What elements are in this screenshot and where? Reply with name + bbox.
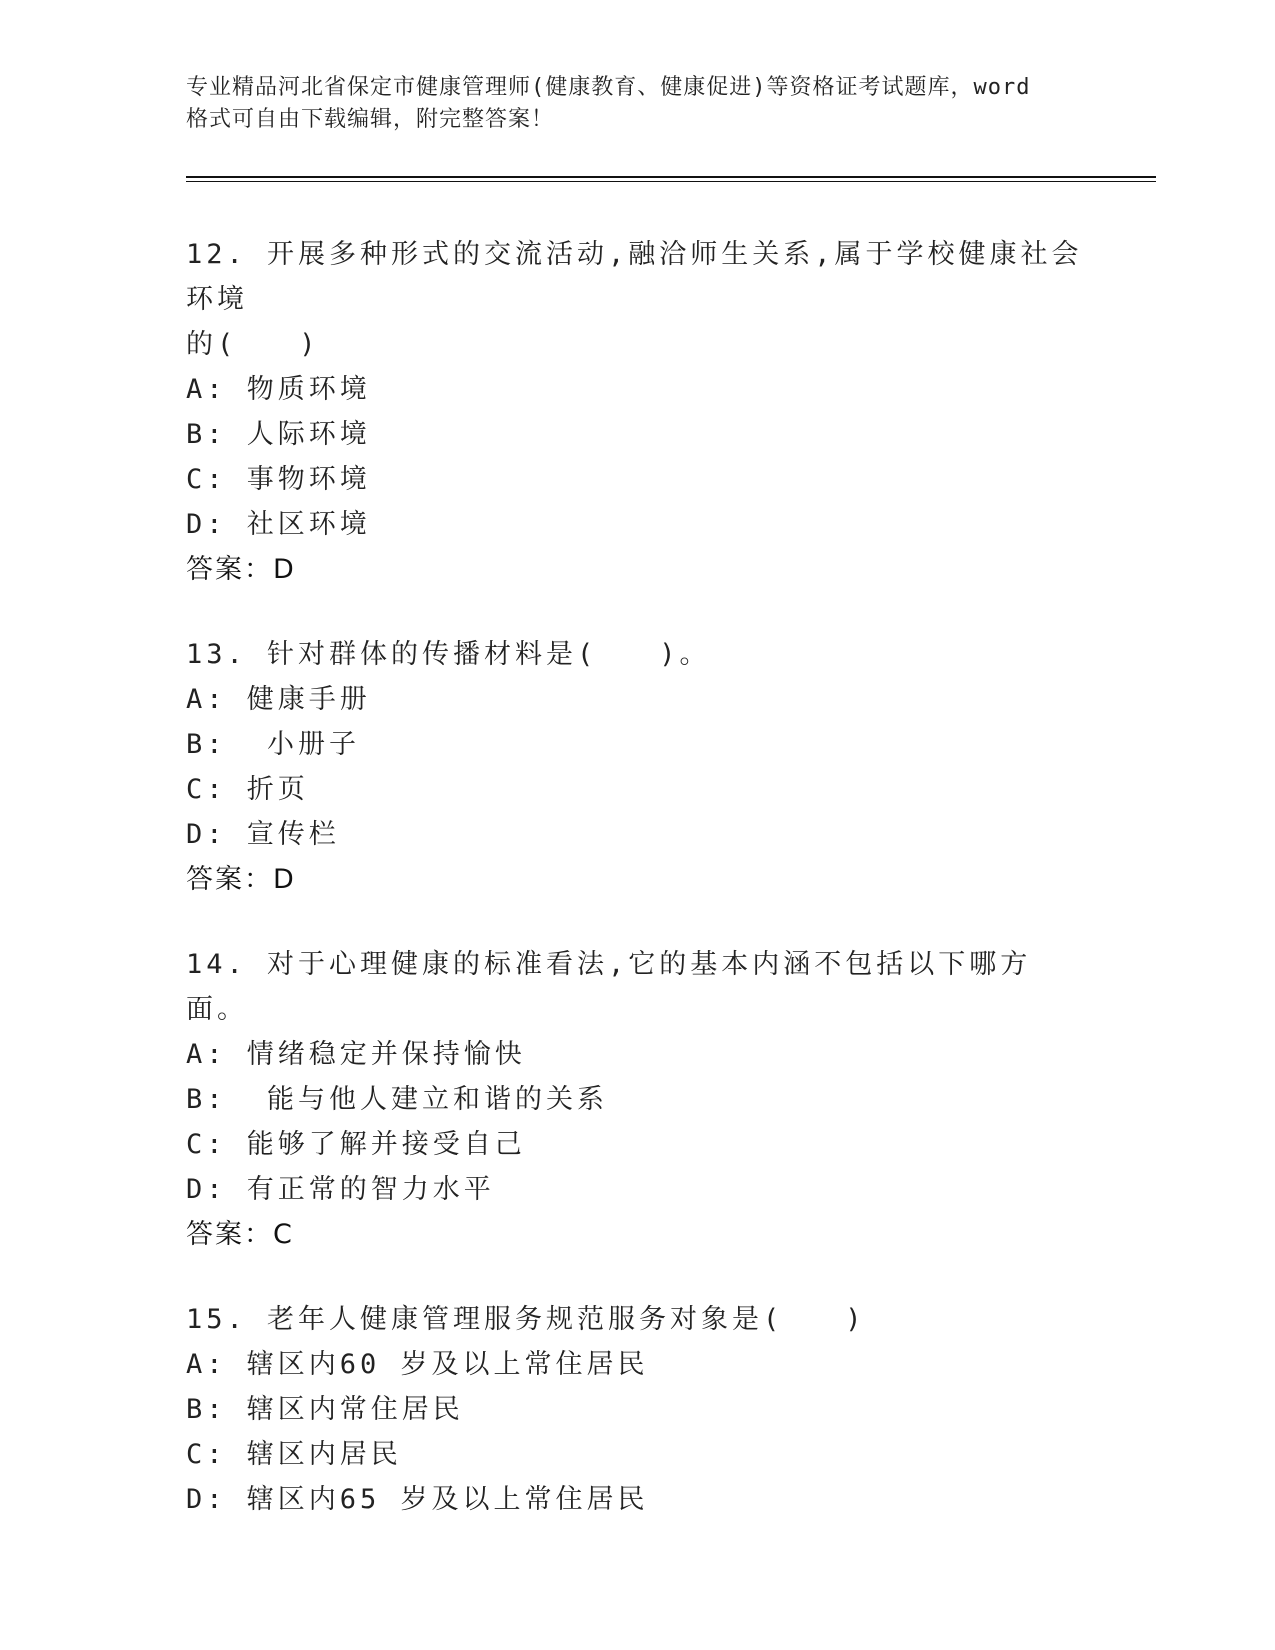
question-14	[186, 942, 1086, 1257]
option-c: C: 事物环境	[186, 464, 371, 495]
question-stem: 14. 对于心理健康的标准看法,它的基本内涵不包括以下哪方面。	[186, 949, 1032, 1025]
question-stem-continued: 的( )	[186, 329, 320, 360]
option-b: B: 小册子	[186, 729, 361, 760]
option-b: B: 能与他人建立和谐的关系	[186, 1084, 609, 1115]
header-divider	[186, 176, 1156, 182]
option-b: B: 人际环境	[186, 419, 371, 450]
option-c: C: 能够了解并接受自己	[186, 1129, 526, 1160]
option-d: D: 有正常的智力水平	[186, 1174, 495, 1205]
answer-line: 答案：D	[186, 554, 296, 585]
question-13	[186, 632, 1086, 902]
header-line-2: 格式可自由下载编辑，附完整答案！	[186, 107, 555, 132]
document-header	[186, 72, 1086, 136]
answer-line: 答案：C	[186, 1219, 294, 1250]
option-d: D: 辖区内65 岁及以上常住居民	[186, 1484, 649, 1515]
option-d: D: 社区环境	[186, 509, 371, 540]
question-12	[186, 232, 1086, 592]
option-a: A: 健康手册	[186, 684, 371, 715]
answer-line: 答案：D	[186, 864, 296, 895]
question-stem: 13. 针对群体的传播材料是( )。	[186, 639, 711, 670]
option-a: A: 情绪稳定并保持愉快	[186, 1039, 526, 1070]
header-line-1: 专业精品河北省保定市健康管理师(健康教育、健康促进)等资格证考试题库，word	[186, 75, 1031, 100]
option-c: C: 折页	[186, 774, 309, 805]
question-stem: 12. 开展多种形式的交流活动,融洽师生关系,属于学校健康社会环境	[186, 239, 1083, 315]
option-a: A: 辖区内60 岁及以上常住居民	[186, 1349, 649, 1380]
option-a: A: 物质环境	[186, 374, 371, 405]
option-b: B: 辖区内常住居民	[186, 1394, 464, 1425]
question-stem: 15. 老年人健康管理服务规范服务对象是( )	[186, 1304, 866, 1335]
option-c: C: 辖区内居民	[186, 1439, 402, 1470]
question-list	[186, 232, 1086, 1562]
option-d: D: 宣传栏	[186, 819, 340, 850]
question-15	[186, 1297, 1086, 1522]
